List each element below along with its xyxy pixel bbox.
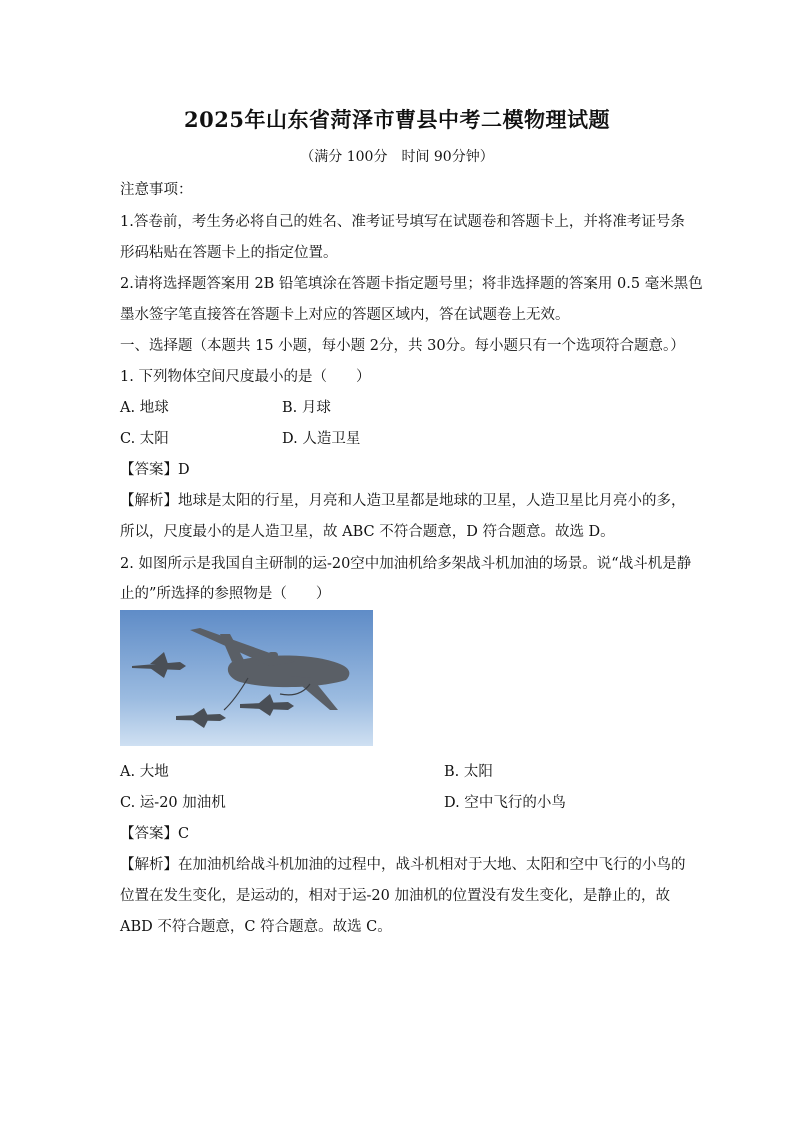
notice-line-1b: 形码粘贴在答题卡上的指定位置。 (120, 245, 338, 261)
q2-option-c: C. 运-20 加油机 (120, 795, 226, 811)
q1-analysis-a: 【解析】地球是太阳的行星，月亮和人造卫星都是地球的卫星，人造卫星比月亮小的多， (120, 493, 686, 509)
q2-stem-b: 止的”所选择的参照物是（ ） (120, 586, 331, 602)
refueling-photo (120, 610, 373, 746)
q2-option-a: A. 大地 (120, 764, 169, 780)
q1-option-a: A. 地球 (120, 400, 169, 416)
exam-subtitle: （满分 100分 时间 90分钟） (300, 149, 494, 165)
page-title: 2025年山东省菏泽市曹县中考二模物理试题 (184, 107, 610, 132)
q2-stem-a: 2. 如图所示是我国自主研制的运-20空中加油机给多架战斗机加油的场景。说“战斗机是静 (120, 556, 692, 572)
q2-analysis-c: ABD 不符合题意，C 符合题意。故选 C。 (120, 919, 392, 935)
q2-option-d: D. 空中飞行的小鸟 (444, 795, 566, 811)
section-heading: 一、选择题（本题共 15 小题，每小题 2分，共 30分。每小题只有一个选项符合题意。） (120, 338, 685, 354)
notice-line-2b: 墨水签字笔直接答在答题卡上对应的答题区域内，答在试题卷上无效。 (120, 307, 570, 323)
q2-analysis-b: 位置在发生变化，是运动的，相对于运-20 加油机的位置没有发生变化，是静止的，故 (120, 888, 670, 904)
q1-answer: 【答案】D (120, 462, 190, 478)
q1-analysis-b: 所以，尺度最小的是人造卫星，故 ABC 不符合题意，D 符合题意。故选 D。 (120, 524, 615, 540)
q1-option-d: D. 人造卫星 (282, 431, 361, 447)
q1-stem: 1. 下列物体空间尺度最小的是（ ） (120, 369, 371, 385)
q2-analysis-a: 【解析】在加油机给战斗机加油的过程中，战斗机相对于大地、太阳和空中飞行的小鸟的 (120, 857, 686, 873)
q2-option-b: B. 太阳 (444, 764, 493, 780)
q2-answer: 【答案】C (120, 826, 190, 842)
q1-option-c: C. 太阳 (120, 431, 169, 447)
notice-heading: 注意事项： (120, 182, 193, 198)
notice-line-1a: 1.答卷前，考生务必将自己的姓名、准考证号填写在试题卷和答题卡上，并将准考证号条 (120, 214, 685, 230)
notice-line-2a: 2.请将选择题答案用 2B 铅笔填涂在答题卡指定题号里；将非选择题的答案用 0.5 毫米黑色 (120, 276, 703, 292)
q1-option-b: B. 月球 (282, 400, 331, 416)
